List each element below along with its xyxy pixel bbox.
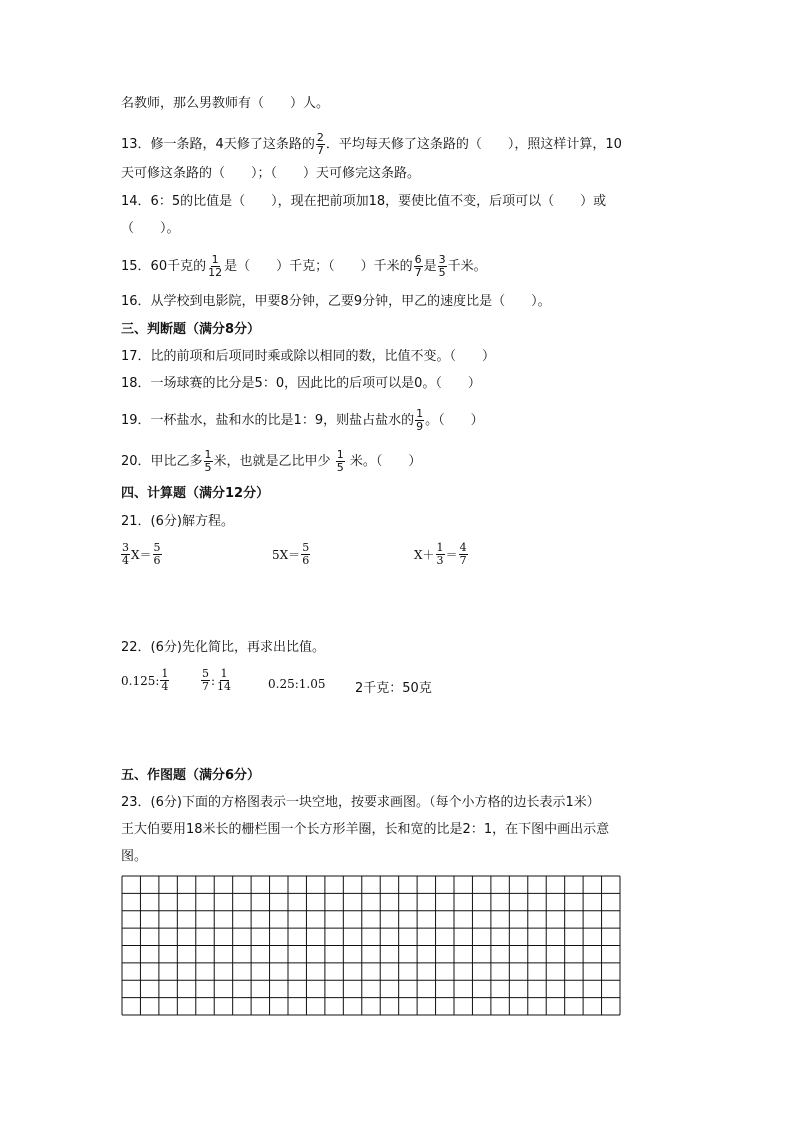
section-5-heading: 五、作图题（满分6分） (121, 768, 261, 783)
fraction-1-5-b: $\frac{1}{5}$ (336, 448, 344, 474)
fraction-1-5-a: $\frac{1}{5}$ (204, 448, 212, 474)
question-15: 15．60千克的 $\frac{1}{12}$ 是（ ）千克；（ ）千米的 $\frac{6}{7}$ 是 $\frac{3}{5}$ 千米。 (121, 253, 487, 279)
section-3-heading: 三、判断题（满分8分） (121, 322, 261, 337)
question-19: 19．一杯盐水，盐和水的比是1：9，则盐占盐水的 $\frac{1}{9}$ 。（ ） (121, 407, 484, 433)
q12-tail: 名教师，那么男教师有（ ）人。 (121, 96, 330, 111)
equation-2: 5X＝ $\frac{5}{6}$ (272, 541, 310, 567)
equation-1: $\frac{3}{4}$ X＝ $\frac{5}{6}$ (122, 541, 161, 567)
fraction-1-9: $\frac{1}{9}$ (416, 407, 424, 433)
question-14-line-2: （ ）。 (121, 221, 180, 236)
question-18: 18．一场球赛的比分是5：0，因此比的后项可以是0。（ ） (121, 376, 481, 391)
question-20: 20．甲比乙多 $\frac{1}{5}$ 米，也就是乙比甲少 $\frac{1}{5}$ 米。（ ） (121, 448, 422, 474)
ratio-2: $\frac{5}{7}$ : $\frac{1}{14}$ (202, 667, 232, 693)
square-grid[interactable] (121, 875, 621, 1016)
question-23-line-1: 23．(6分)下面的方格图表示一块空地，按要求画图。（每个小方格的边长表示1米） (121, 795, 600, 810)
fraction-6-7: $\frac{6}{7}$ (414, 253, 422, 279)
ratio-1: 0.125: $\frac{1}{4}$ (121, 667, 169, 693)
question-23-line-3: 图。 (121, 849, 148, 864)
question-21: 21．(6分)解方程。 (121, 514, 234, 529)
ratio-4: 2千克：50克 (355, 681, 432, 696)
question-14-line-1: 14．6：5的比值是（ ），现在把前项加18，要使比值不变，后项可以（ ）或 (121, 194, 607, 209)
question-23-line-2: 王大伯要用18米长的栅栏围一个长方形羊圈，长和宽的比是2：1，在下图中画出示意 (121, 822, 610, 837)
fraction-1-12: $\frac{1}{12}$ (208, 253, 223, 279)
fraction-2-7: $\frac{2}{7}$ (316, 131, 324, 157)
question-17: 17．比的前项和后项同时乘或除以相同的数，比值不变。（ ） (121, 349, 496, 364)
question-13-line-1: 13．修一条路，4天修了这条路的 $\frac{2}{7}$ ．平均每天修了这条路的（ ），照这样计算，10 (121, 131, 622, 157)
question-16: 16．从学校到电影院，甲要8分钟，乙要9分钟，甲乙的速度比是（ ）。 (121, 294, 551, 309)
section-4-heading: 四、计算题（满分12分） (121, 486, 270, 501)
question-13-line-2: 天可修这条路的（ ）；（ ）天可修完这条路。 (121, 166, 421, 181)
question-22: 22．(6分)先化简比，再求出比值。 (121, 640, 325, 655)
equation-3: X＋ $\frac{1}{3}$ ＝ $\frac{4}{7}$ (414, 541, 467, 567)
ratio-3: 0.25:1.05 (268, 677, 326, 691)
fraction-3-5: $\frac{3}{5}$ (438, 253, 446, 279)
